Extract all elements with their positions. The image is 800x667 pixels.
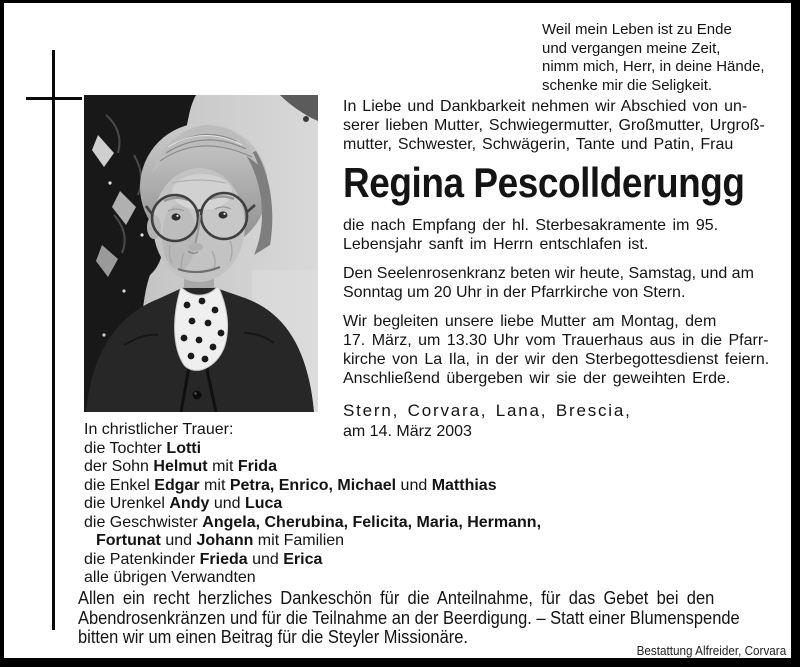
mourner-line: alle übrigen Verwandten: [84, 569, 256, 586]
mourner-lines: [84, 440, 541, 588]
text-line: Allen ein recht herzliches Dankeschön für die Anteilnahme, für das Gebet bei den: [78, 588, 715, 608]
text-line: Anschließend übergeben wir sie der geweihten Erde.: [343, 370, 731, 387]
text-line: die nach Empfang der hl. Sterbesakramente im 95.: [343, 217, 719, 234]
epigraph-verse: [542, 21, 765, 95]
text-line: bitten wir um einen Beitrag für die Steyler Missionäre.: [78, 627, 468, 647]
mourner-line: die Geschwister Angela, Cherubina, Felicita, Maria, Hermann,: [84, 513, 542, 531]
text-line: 17. März, um 13.30 Uhr vom Trauerhaus aus in die Pfarr-: [343, 332, 769, 349]
text-line: serer lieben Mutter, Schwiegermutter, Großmutter, Urgroß-: [343, 117, 765, 134]
deceased-name: Regina Pescollderungg: [343, 159, 745, 206]
places-line: Stern, Corvara, Lana, Brescia,: [343, 401, 632, 420]
text-line: schenke mir die Seligkeit.: [542, 76, 713, 94]
death-paragraph: [343, 216, 789, 254]
text-line: In Liebe und Dankbarkeit nehmen wir Abschied von un-: [343, 98, 748, 115]
acknowledgement-paragraph: [78, 589, 786, 648]
text-line: Weil mein Leben ist zu Ende: [542, 21, 732, 38]
text-line: Abendrosenkränzen und für die Teilnahme an der Beerdigung. – Statt einer Blumenspende: [78, 607, 740, 628]
text-line: Den Seelenrosenkranz beten wir heute, Samstag, und am: [343, 265, 754, 282]
mourner-line: die Urenkel Andy und Luca: [84, 495, 283, 512]
text-line: mutter, Schwester, Schwägerin, Tante und Patin, Frau: [343, 136, 734, 153]
deceased-portrait-photo: [84, 95, 318, 412]
mourners-list: [84, 421, 541, 588]
mourner-line: Fortunat und Johann mit Familien: [96, 532, 345, 549]
frame-border-top: [0, 0, 800, 3]
frame-border-left: [0, 0, 4, 667]
mourner-line: der Sohn Helmut mit Frida: [84, 458, 277, 475]
cross-icon: [52, 50, 55, 630]
intro-paragraph: [343, 97, 789, 154]
rosary-paragraph: [343, 264, 789, 302]
text-line: kirche von La Ila, in der wir den Sterbegottesdienst feiern.: [343, 351, 770, 368]
frame-border-bottom: [0, 658, 800, 667]
text-line: und vergangen meine Zeit,: [542, 39, 721, 57]
mourner-line: die Patenkinder Frieda und Erica: [84, 550, 323, 568]
mourner-line: die Enkel Edgar mit Petra, Enrico, Michael und Matthias: [84, 476, 497, 494]
announcement-column: [343, 97, 789, 441]
mourner-line: die Tochter Lotti: [84, 439, 202, 457]
undertaker-credit: Bestattung Alfreider, Corvara: [636, 643, 786, 658]
frame-border-right: [791, 0, 800, 667]
cross-icon: [26, 97, 82, 100]
funeral-paragraph: [343, 312, 789, 388]
text-line: Sonntag um 20 Uhr in der Pfarrkirche von Stern.: [343, 284, 686, 301]
portrait-illustration: [84, 95, 318, 412]
date-line: am 14. März 2003: [343, 423, 472, 440]
text-line: nimm mich, Herr, in deine Hände,: [542, 58, 765, 75]
mourners-header: In christlicher Trauer:: [84, 421, 234, 438]
text-line: Lebensjahr sanft im Herrn entschlafen ist.: [343, 236, 649, 253]
text-line: Wir begleiten unsere liebe Mutter am Montag, dem: [343, 313, 717, 330]
